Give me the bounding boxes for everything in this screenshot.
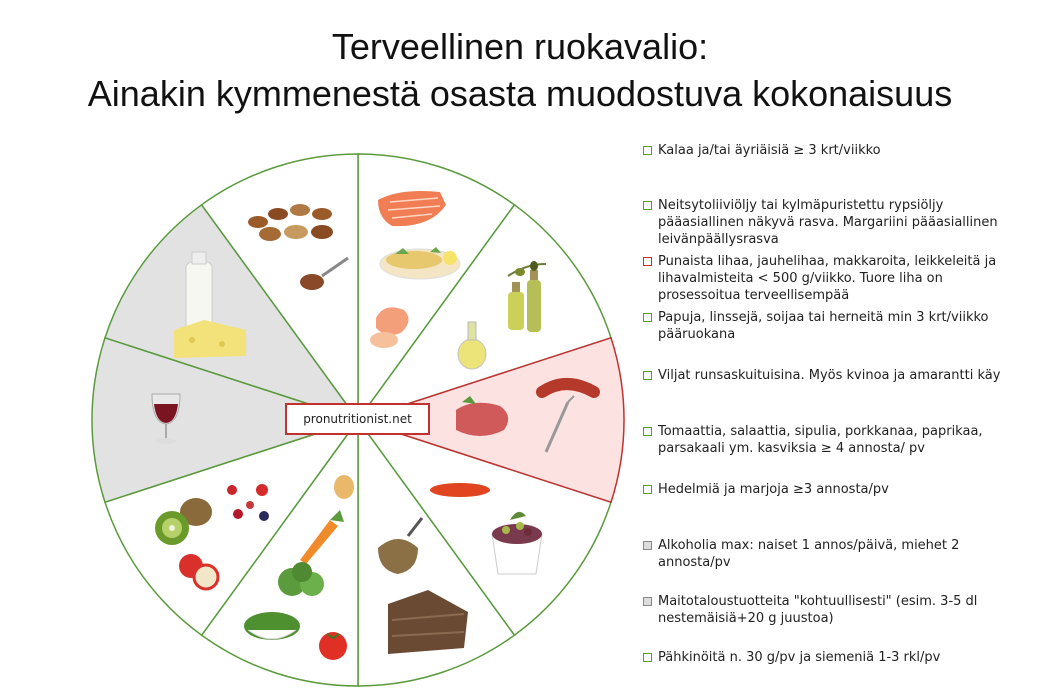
checkbox-marker-icon — [643, 257, 652, 266]
legend-text: Punaista lihaa, jauhelihaa, makkaroita, leikkeleitä ja lihavalmisteita < 500 g/viikko. Tuore liha on prosessoitua terveellisempää — [658, 254, 997, 303]
legend-text: Tomaattia, salaattia, sipulia, porkkanaa, paprikaa, parsakaali ym. kasviksia ≥ 4 annosta/ pv — [658, 424, 983, 456]
salad-bowl-icon — [244, 612, 300, 640]
checkbox-marker-icon — [643, 146, 652, 155]
checkbox-marker-icon — [643, 201, 652, 210]
legend-text: Alkoholia max: naiset 1 annos/päivä, miehet 2 annosta/pv — [658, 538, 960, 570]
legend-text: Papuja, linssejä, soijaa tai herneitä min 3 krt/viikko pääruokana — [658, 310, 989, 342]
legend-item — [643, 142, 1028, 159]
legend-item — [643, 649, 1028, 666]
checkbox-marker-icon — [643, 485, 652, 494]
legend-text: Pähkinöitä n. 30 g/pv ja siemeniä 1-3 rkl/pv — [658, 650, 941, 665]
legend-item — [643, 197, 1028, 248]
onion-icon — [334, 475, 354, 499]
legend-item — [643, 537, 1028, 571]
legend-text: Viljat runsaskuituisina. Myös kvinoa ja amarantti käy — [658, 368, 1001, 383]
legend-text: Maitotaloustuotteita "kohtuullisesti" (esim. 3-5 dl nestemäisiä+20 g juustoa) — [658, 594, 978, 626]
legend-item — [643, 367, 1028, 384]
website-badge: pronutritionist.net — [285, 403, 430, 435]
checkbox-marker-icon — [643, 427, 652, 436]
legend-text: Neitsytoliiviöljy tai kylmäpuristettu rypsiöljy pääasiallinen näkyvä rasva. Margariini pääasiallinen leivänpäällysrasva — [658, 198, 998, 247]
legend-item — [643, 309, 1028, 343]
tomato-icon — [319, 632, 347, 660]
checkbox-marker-icon — [643, 371, 652, 380]
legend-text: Hedelmiä ja marjoja ≥3 annosta/pv — [658, 482, 889, 497]
checkbox-marker-icon — [643, 541, 652, 550]
checkbox-marker-icon — [643, 597, 652, 606]
legend-item — [643, 481, 1028, 498]
checkbox-marker-icon — [643, 653, 652, 662]
lentils-icon — [430, 483, 490, 497]
title-line-2: Ainakin kymmenestä osasta muodostuva kokonaisuus — [87, 73, 953, 114]
legend-text: Kalaa ja/tai äyriäisiä ≥ 3 krt/viikko — [658, 143, 881, 158]
legend-item — [643, 423, 1028, 457]
checkbox-marker-icon — [643, 313, 652, 322]
legend-item — [643, 593, 1028, 627]
legend-item — [643, 253, 1028, 304]
title-line-1: Terveellinen ruokavalio: — [331, 26, 709, 67]
